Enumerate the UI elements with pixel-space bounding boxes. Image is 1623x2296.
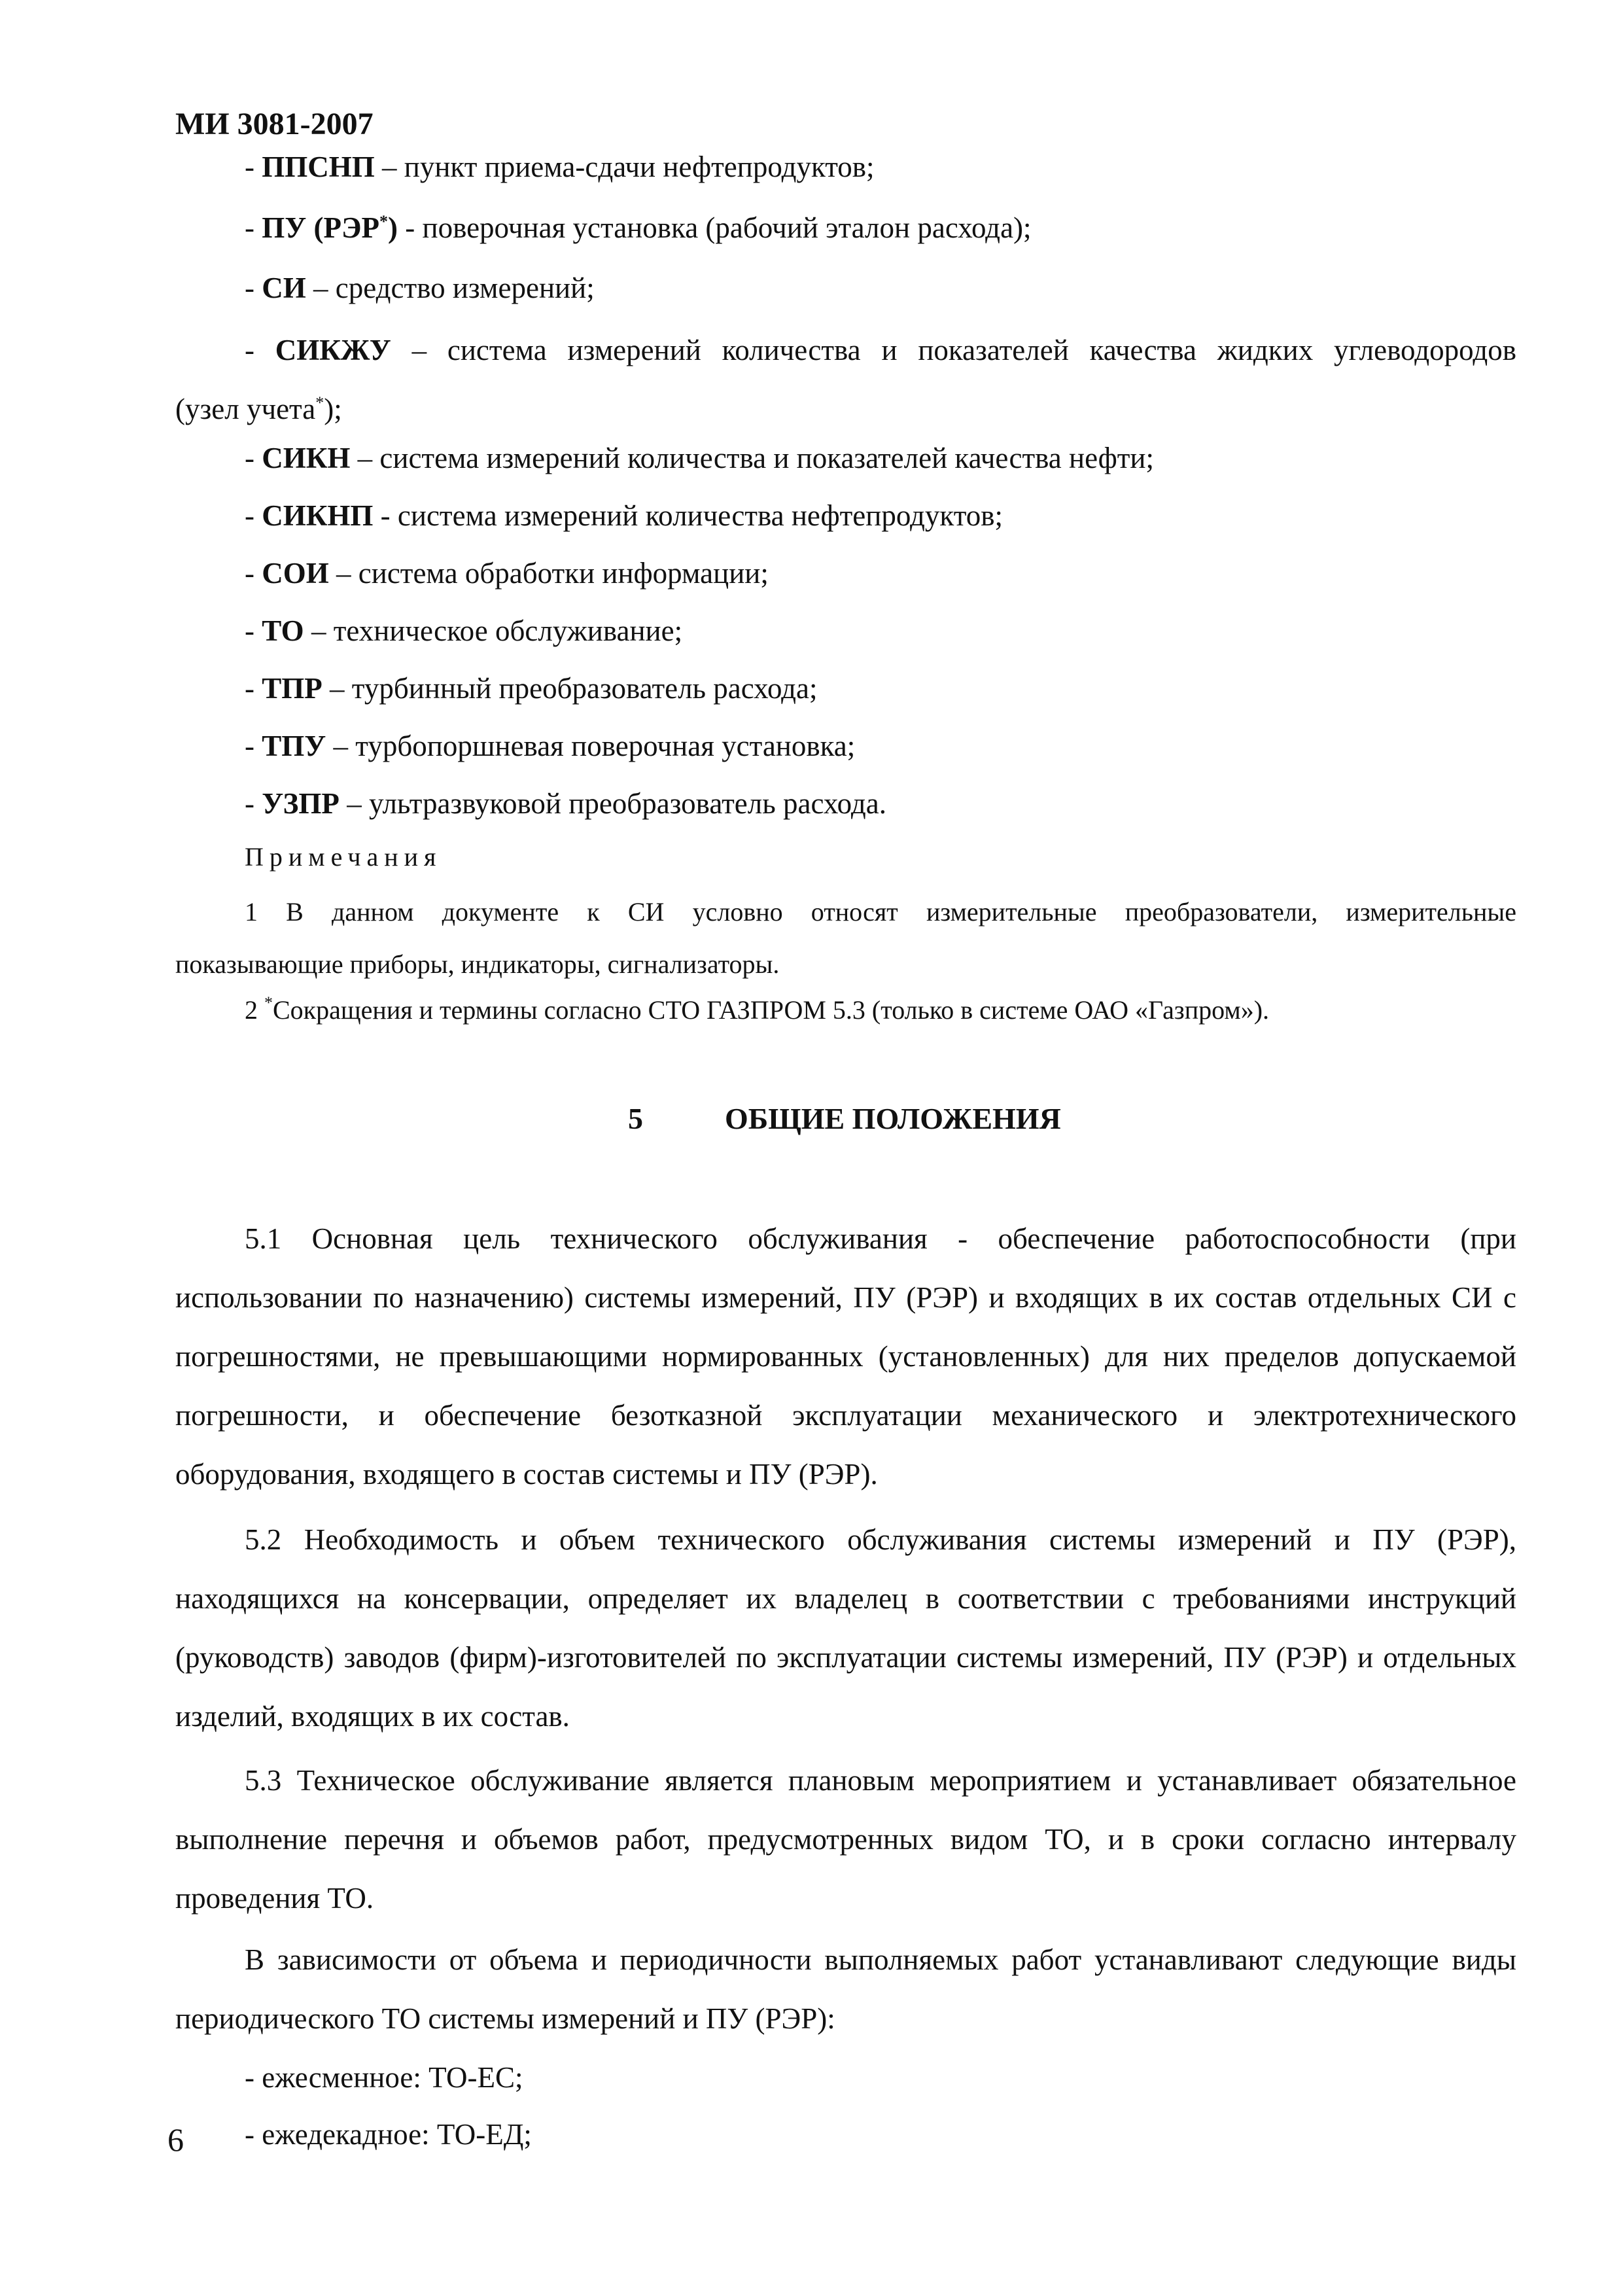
- paragraph-5-3: 5.3 Техническое обслуживание является плановым мероприятием и устанавливает обязательное выполнение перечня и объемов работ, предусмотренных видом ТО, и в сроки согласно интервалу проведения ТО.: [175, 1764, 1516, 1915]
- abbreviation-term: ТПР: [262, 672, 323, 705]
- paragraph-5-1: 5.1 Основная цель технического обслуживания - обеспечение работоспособности (при использовании по назначению) системы измерений, ПУ (РЭР) и входящих в их состав отдельных СИ с погрешностями, не превышающими нормированных (установленных) для них пределов допускаемой погрешности, и обеспечение безотказной эксплуатации механического и электротехнического оборудования, входящего в состав системы и ПУ (РЭР).: [175, 1222, 1516, 1491]
- abbreviation-definition: ультразвуковой преобразователь расхода.: [368, 787, 886, 820]
- abbreviation-definition: поверочная установка (рабочий эталон расхода);: [422, 211, 1032, 244]
- abbreviation-definition: пункт приема-сдачи нефтепродуктов;: [404, 150, 875, 183]
- abbreviation-term: ППСНП: [262, 150, 375, 183]
- abbreviation-term: УЗПР: [262, 787, 340, 820]
- abbreviation-term: СИ: [262, 272, 306, 304]
- abbreviation-term: ТПУ: [262, 730, 326, 762]
- abbreviation-term: СИКН: [262, 442, 351, 474]
- abbreviation-term: СИКНП: [262, 499, 374, 532]
- abbreviation-item: - СИ – средство измерений;: [245, 272, 595, 304]
- abbreviation-item: - СОИ – система обработки информации;: [245, 557, 769, 590]
- document-id: МИ 3081-2007: [175, 107, 374, 141]
- abbreviation-item: - ТО – техническое обслуживание;: [245, 614, 683, 647]
- abbreviation-item: - СИКН – система измерений количества и показателей качества нефти;: [245, 442, 1155, 474]
- abbreviation-item: - УЗПР – ультразвуковой преобразователь расхода.: [245, 787, 886, 820]
- note-1: 1 В данном документе к СИ условно относят измерительные преобразователи, измерительные показывающие приборы, индикаторы, сигнализаторы.: [175, 897, 1516, 979]
- abbreviation-item: - СИКНП - система измерений количества нефтепродуктов;: [245, 499, 1003, 532]
- abbreviation-term: ТО: [262, 614, 304, 647]
- abbreviation-item: - ТПУ – турбопоршневая поверочная установка;: [245, 730, 856, 762]
- page-number: 6: [167, 2121, 184, 2158]
- section-number: 5: [628, 1102, 643, 1135]
- abbreviation-term: СОИ: [262, 557, 329, 590]
- abbreviation-definition: система измерений количества нефтепродуктов;: [397, 499, 1003, 532]
- paragraph-5-2: 5.2 Необходимость и объем технического обслуживания системы измерений и ПУ (РЭР), находящихся на консервации, определяет их владелец в соответствии с требованиями инструкций (руководств) заводов (фирм)-изготовителей по эксплуатации системы измерений, ПУ (РЭР) и отдельных изделий, входящих в их состав.: [175, 1523, 1516, 1733]
- abbreviation-definition: средство измерений;: [335, 272, 595, 304]
- abbreviation-item: - ПУ (РЭР*) - поверочная установка (рабочий эталон расхода);: [245, 211, 1032, 244]
- abbreviation-definition: турбопоршневая поверочная установка;: [355, 730, 856, 762]
- note-2: 2 *Сокращения и термины согласно СТО ГАЗПРОМ 5.3 (только в системе ОАО «Газпром»).: [245, 993, 1270, 1025]
- abbreviation-definition: техническое обслуживание;: [333, 614, 683, 647]
- paragraph-maintenance-types: В зависимости от объема и периодичности выполняемых работ устанавливают следующие виды периодического ТО системы измерений и ПУ (РЭР):: [175, 1943, 1516, 2035]
- abbreviation-item: - ТПР – турбинный преобразователь расхода;: [245, 672, 818, 705]
- notes-heading: Примечания: [245, 842, 442, 872]
- section-title: ОБЩИЕ ПОЛОЖЕНИЯ: [725, 1102, 1061, 1135]
- abbreviation-term: СИКЖУ: [275, 334, 391, 366]
- abbreviation-item: - ППСНП – пункт приема-сдачи нефтепродуктов;: [245, 150, 875, 183]
- abbreviation-definition: система измерений количества и показателей качества нефти;: [379, 442, 1155, 474]
- abbreviation-definition: система обработки информации;: [358, 557, 769, 590]
- list-item: - ежесменное: ТО-ЕС;: [245, 2061, 523, 2094]
- list-item: - ежедекадное: ТО-ЕД;: [245, 2118, 532, 2151]
- abbreviation-definition: система измерений количества и показателей качества жидких углеводородов: [447, 334, 1516, 366]
- abbreviation-term: ПУ (РЭР*): [262, 211, 398, 244]
- abbreviation-item: - СИКЖУ – система измерений количества и показателей качества жидких углеводородов (узел учета*);: [175, 334, 1516, 425]
- abbreviation-definition: турбинный преобразователь расхода;: [351, 672, 818, 705]
